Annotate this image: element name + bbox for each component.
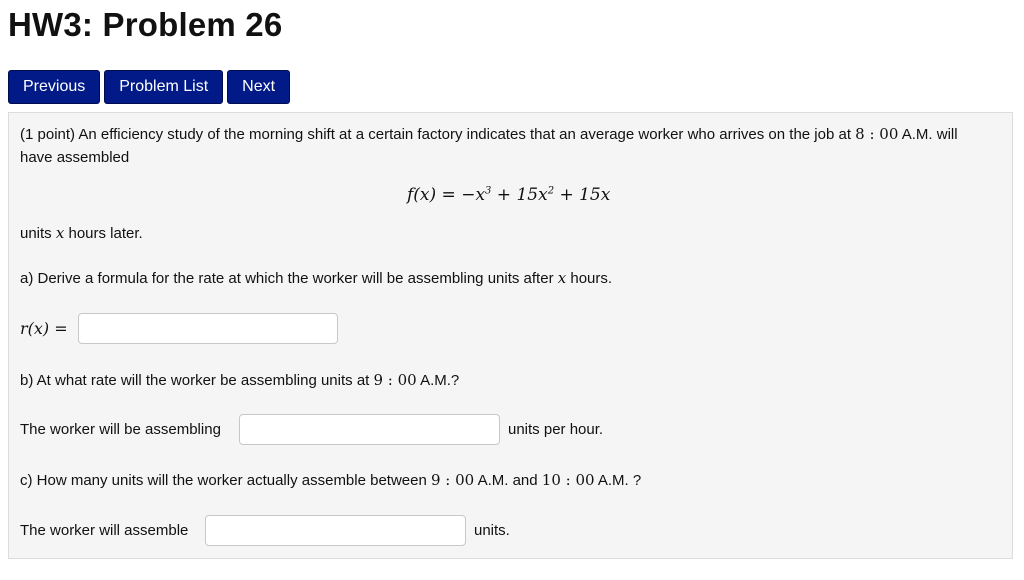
formula-exp-3: 3 bbox=[485, 185, 492, 197]
b-answer-suffix: units per hour. bbox=[508, 421, 604, 438]
part-a-question bbox=[20, 267, 612, 290]
part-c-question bbox=[20, 469, 641, 492]
part-a-var: x bbox=[557, 269, 567, 287]
part-a-text: a) Derive a formula for the rate at which the worker will be assembling units after bbox=[20, 270, 558, 287]
intro-time: 8 : 00 bbox=[855, 125, 899, 143]
rx-answer-input[interactable] bbox=[78, 313, 338, 344]
function-formula bbox=[407, 184, 610, 207]
b-answer-input[interactable] bbox=[239, 414, 500, 445]
units-var: x bbox=[55, 224, 65, 242]
part-c-text: c) How many units will the worker actually assemble between bbox=[20, 472, 431, 489]
problem-intro bbox=[20, 123, 1010, 169]
c-answer-suffix: units. bbox=[474, 522, 510, 539]
formula-end: + 15x bbox=[554, 185, 611, 205]
part-a-suffix: hours. bbox=[566, 270, 613, 287]
units-line bbox=[20, 222, 143, 245]
page-title: HW3: Problem 26 bbox=[8, 6, 283, 43]
next-button[interactable]: Next bbox=[227, 70, 290, 104]
part-c-suffix: A.M. ? bbox=[594, 472, 642, 489]
part-c-time2: 10 : 00 bbox=[541, 471, 595, 489]
formula-lhs: f(x) = −x bbox=[407, 185, 486, 205]
rx-label: r(x) = bbox=[20, 319, 68, 338]
part-b-time: 9 : 00 bbox=[373, 371, 417, 389]
previous-button[interactable]: Previous bbox=[8, 70, 100, 104]
formula-exp-2: 2 bbox=[547, 185, 555, 197]
intro-text-b: A.M. will bbox=[898, 126, 958, 143]
units-suffix: hours later. bbox=[64, 225, 143, 242]
part-c-time1: 9 : 00 bbox=[431, 471, 475, 489]
intro-text-a: (1 point) An efficiency study of the morning shift at a certain factory indicates that an average worker who arrives on the job at bbox=[20, 126, 856, 143]
intro-text-c: have assembled bbox=[20, 149, 130, 166]
b-answer-prefix: The worker will be assembling bbox=[20, 421, 221, 438]
part-b-question bbox=[20, 369, 459, 392]
problem-panel bbox=[8, 112, 1013, 559]
part-c-mid: A.M. and bbox=[474, 472, 542, 489]
part-b-text: b) At what rate will the worker be assembling units at bbox=[20, 372, 374, 389]
problem-list-button[interactable]: Problem List bbox=[104, 70, 223, 104]
part-b-suffix: A.M.? bbox=[416, 372, 460, 389]
c-answer-input[interactable] bbox=[205, 515, 466, 546]
c-answer-prefix: The worker will assemble bbox=[20, 522, 189, 539]
problem-nav bbox=[8, 70, 290, 104]
units-prefix: units bbox=[20, 225, 56, 242]
formula-mid: + 15x bbox=[491, 185, 548, 205]
